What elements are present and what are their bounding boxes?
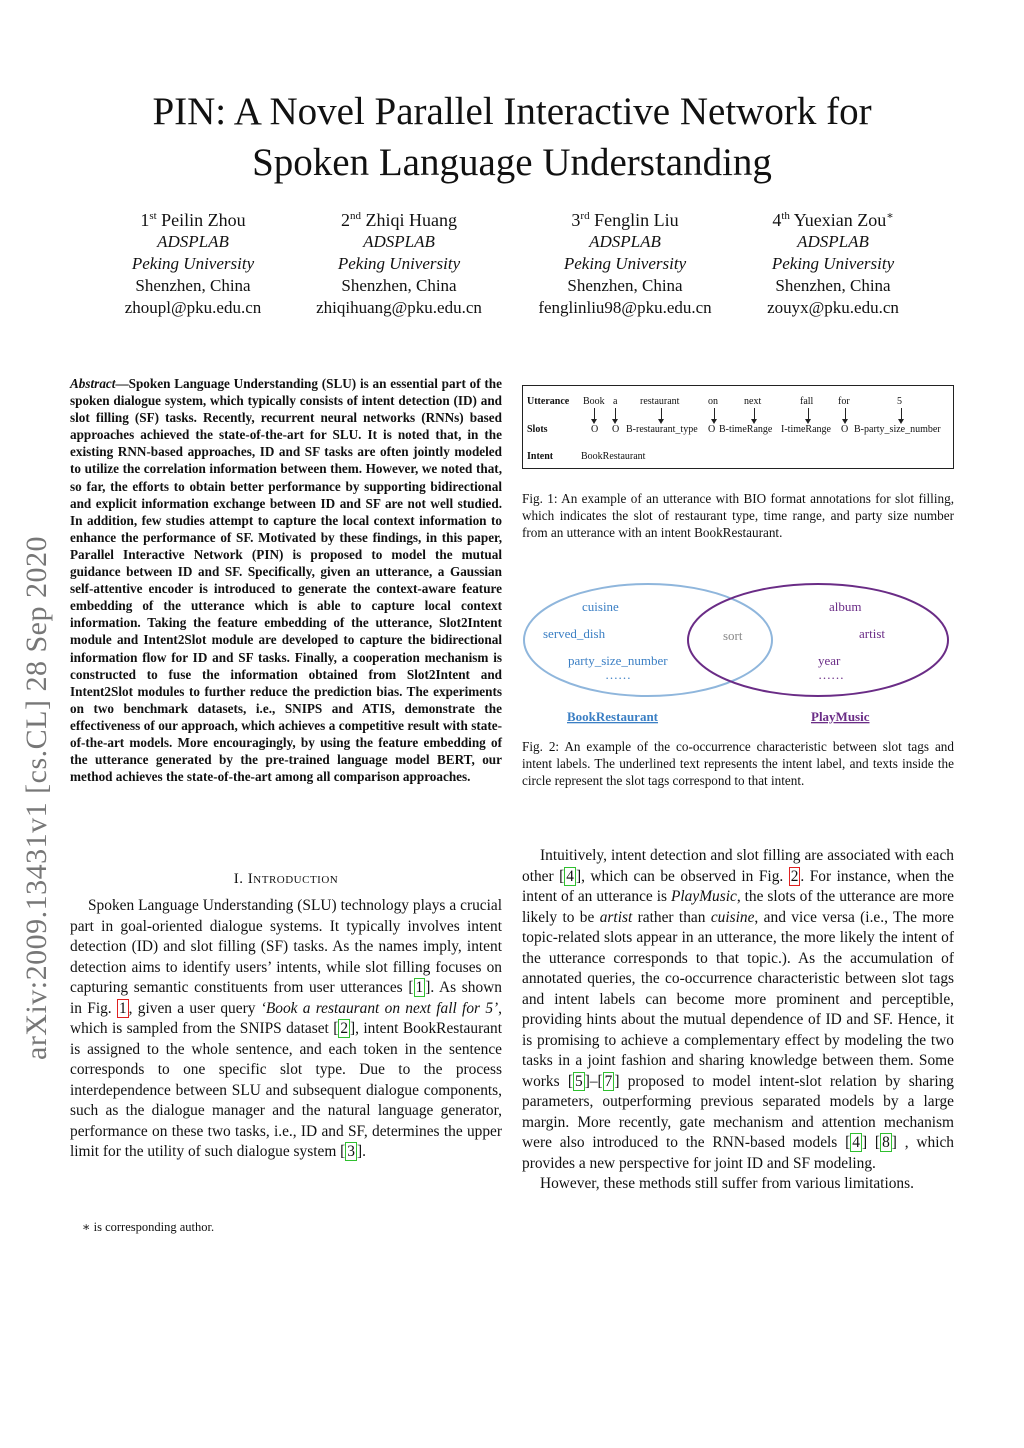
- intro-paragraph: Spoken Language Understanding (SLU) technology plays a crucial part in goal-oriented dialogue systems. It typically involves intent detection (ID) and slot filling (SF) tasks. As the names imply, intent detection aims to identify users’ intents, while slot filling focuses on capturing semantic constituents from user utterances [ 1 ]. As shown in Fig. 1 , given a user query ‘Book a restaurant on next fall for 5’, which is sampled from the SNIPS dataset [ 2 ], intent BookRestaurant is assigned to the whole sentence, and each token in the sentence corresponds to one specific slot type. Due to the process interdependence between SLU and subsequent dialogue components, such as the dialogue manager and the natural language generator, performance on these two tasks, i.e., ID and SF, determines the upper limit for the utility of such dialogue system [ 3 ].: [70, 897, 503, 1160]
- citation-link[interactable]: 3: [347, 1143, 355, 1160]
- figure-link[interactable]: 2: [790, 867, 799, 885]
- author-lab: ADSPLAB: [589, 232, 661, 251]
- slot-artist: artist: [859, 626, 885, 641]
- figure-1-caption: Fig. 1: An example of an utterance with BIO format annotations for slot filling, which indicates the slot of restaurant type, time range, and party size number from an utterance with an intent BookRestaurant.: [522, 491, 954, 541]
- token: on: [708, 396, 718, 407]
- author-block-4: 4th Yuexian Zou∗ ADSPLAB Peking University Shenzhen, China zouyx@pku.edu.cn: [728, 205, 938, 319]
- author-name: Yuexian Zou: [793, 210, 887, 230]
- author-lab: ADSPLAB: [797, 232, 869, 251]
- author-city: Shenzhen, China: [567, 276, 683, 295]
- slot-tag: O: [841, 424, 849, 435]
- paper-title: [60, 86, 964, 188]
- arrow-icon: [901, 408, 902, 420]
- author-city: Shenzhen, China: [135, 276, 251, 295]
- title-line-2: Spoken Language Understanding: [252, 141, 772, 184]
- row-label-utterance: Utterance: [527, 396, 570, 407]
- author-email: fenglinliu98@pku.edu.cn: [538, 298, 712, 317]
- slot-ellipsis: ……: [605, 667, 631, 682]
- slot-tag: B-timeRange: [719, 424, 773, 435]
- token: 5: [897, 396, 902, 407]
- author-name: Peilin Zhou: [161, 210, 246, 230]
- section-heading-introduction: I. Introduction: [233, 871, 339, 887]
- author-city: Shenzhen, China: [341, 276, 457, 295]
- author-name: Fenglin Liu: [594, 210, 679, 230]
- author-block-2: 2nd Zhiqi Huang ADSPLAB Peking University Shenzhen, China zhiqihuang@pku.edu.cn: [294, 205, 504, 319]
- slot-party-size-number: party_size_number: [568, 653, 668, 668]
- author-city: Shenzhen, China: [775, 276, 891, 295]
- arrow-icon: [754, 408, 755, 420]
- citation-link[interactable]: 5: [574, 1072, 583, 1090]
- author-university: Peking University: [337, 254, 461, 273]
- token: next: [744, 396, 762, 407]
- slot-cuisine: cuisine: [582, 599, 619, 614]
- abstract-label: Abstract: [70, 376, 116, 391]
- row-label-slots: Slots: [527, 424, 548, 435]
- arrow-icon: [845, 408, 846, 420]
- arrow-icon: [714, 408, 715, 420]
- author-email: zhiqihuang@pku.edu.cn: [316, 298, 482, 317]
- slot-tag: B-party_size_number: [854, 424, 941, 435]
- abstract: [70, 375, 502, 785]
- citation-link[interactable]: 4: [852, 1134, 860, 1151]
- slot-tag: O: [708, 424, 716, 435]
- intent-bookrestaurant: BookRestaurant: [567, 709, 659, 724]
- arrow-icon: [594, 408, 595, 420]
- author-lab: ADSPLAB: [157, 232, 229, 251]
- author-university: Peking University: [563, 254, 687, 273]
- token: restaurant: [640, 396, 680, 407]
- figure-link[interactable]: 1: [118, 999, 127, 1017]
- token: Book: [583, 396, 605, 407]
- title-line-1: PIN: A Novel Parallel Interactive Network for: [152, 90, 872, 133]
- citation-link[interactable]: 4: [566, 867, 574, 885]
- arxiv-identifier: arXiv:2009.13431v1 [cs.CL] 28 Sep 2020: [20, 536, 53, 1060]
- citation-link[interactable]: 2: [340, 1020, 349, 1037]
- author-block-1: 1st Peilin Zhou ADSPLAB Peking University Shenzhen, China zhoupl@pku.edu.cn: [88, 205, 298, 319]
- token: a: [613, 396, 618, 407]
- citation-link[interactable]: 8: [882, 1134, 890, 1151]
- slot-ellipsis: ……: [818, 667, 844, 682]
- slot-tag: I-timeRange: [781, 424, 831, 435]
- intent-label: BookRestaurant: [581, 451, 646, 462]
- figure-2-venn-diagram: [522, 583, 954, 733]
- figure-1-annotation-table: [522, 385, 954, 469]
- slot-tag: O: [591, 424, 599, 435]
- author-email: zouyx@pku.edu.cn: [767, 298, 899, 317]
- arrow-icon: [615, 408, 616, 420]
- footnote: ∗ is corresponding author.: [82, 1220, 215, 1234]
- author-university: Peking University: [131, 254, 255, 273]
- slot-tag: B-restaurant_type: [626, 424, 698, 435]
- author-block-3: 3rd Fenglin Liu ADSPLAB Peking University Shenzhen, China fenglinliu98@pku.edu.cn: [520, 205, 730, 319]
- citation-link[interactable]: 1: [415, 979, 424, 996]
- slot-served-dish: served_dish: [543, 626, 606, 641]
- abstract-text: —Spoken Language Understanding (SLU) is an essential part of the spoken dialogue system, which typically consists of intent detection (ID) and slot filling (SF) tasks. Recently, recurrent neural networks (RNNs) based approaches achieved the state-of-the-art for SLU. It is noted that, in the existing RNN-based approaches, ID and SF tasks are often jointly modeled to utilize the correlation information between them. However, we noted that, so far, the efforts to obtain better performance by supporting bidirectional and explicit information exchange between ID and SF are not well studied. In addition, few studies attempt to capture the local context information to enhance the performance of SF. Motivated by these findings, in this paper, Parallel Interactive Network (PIN) is proposed to model the mutual guidance between ID and SF. Specifically, given an utterance, a Gaussian self-attentive encoder is introduced to generate the context-aware feature embedding of the utterance which is able to capture local context information. Taking the feature embedding of the utterance, Slot2Intent module and Intent2Slot module are developed to capture the bidirectional information flow for ID and SF tasks. Finally, a cooperation mechanism is constructed to fuse the information obtained from Slot2Intent and Intent2Slot modules to further reduce the prediction bias. The experiments on two benchmark datasets, i.e., SNIPS and ATIS, demonstrate the effectiveness of our approach, which achieves a competitive result with state-of-the-art models. More encouragingly, by using the feature embedding of the utterance generated by the pre-trained language model BERT, our method achieves the state-of-the-art among all comparison approaches.: [70, 376, 502, 785]
- example-query: ‘Book a restaurant on next fall for 5’: [260, 999, 499, 1017]
- token: fall: [800, 396, 814, 407]
- author-email: zhoupl@pku.edu.cn: [124, 298, 262, 317]
- row-label-intent: Intent: [527, 451, 554, 462]
- right-column-paragraphs: Intuitively, intent detection and slot filling are associated with each other [ 4 ], which can be observed in Fig. 2 . For instance, when the intent of an utterance is PlayMusic, the slots of the utterance are more likely to be artist rather than cuisine, and vice versa (i.e., The more topic-related slots appear in an utterance, the more likely the intent of the utterance corresponds to that topic.). As the accumulation of annotated queries, the co-occurrence characteristic between slot tags and intent labels can become more prominent and perceptible, providing hints about the mutual dependence of ID and SF. Hence, it is promising to achieve a complementary effect by modeling the two tasks in a joint fashion and sharing knowledge between them. Some works [ 5 ]–[ 7 ] proposed to model intent-slot relation by sharing parameters, outperforming previous separated models by a large margin. More recently, gate mechanism and attention mechanism were also introduced to the RNN-based models [ 4 ] [ 8 ] , which provides a new perspective for joint ID and SF modeling. However, these methods still suffer from various limitations.: [522, 846, 954, 1195]
- right-paragraph-2: However, these methods still suffer from various limitations.: [540, 1175, 914, 1192]
- citation-link[interactable]: 7: [604, 1072, 613, 1090]
- arrow-icon: [808, 408, 809, 420]
- intent-playmusic: PlayMusic: [811, 709, 870, 724]
- author-lab: ADSPLAB: [363, 232, 435, 251]
- slot-year: year: [818, 653, 841, 668]
- figure-2-caption: Fig. 2: An example of the co-occurrence characteristic between slot tags and intent labels. The underlined text represents the intent label, and texts inside the circle represent the slot tags correspond to that intent.: [522, 739, 954, 789]
- author-name: Zhiqi Huang: [365, 210, 457, 230]
- slot-album: album: [829, 599, 862, 614]
- author-university: Peking University: [771, 254, 895, 273]
- slot-sort: sort: [723, 628, 743, 643]
- token: for: [838, 396, 850, 407]
- slot-tag: O: [612, 424, 620, 435]
- arrow-icon: [661, 408, 662, 420]
